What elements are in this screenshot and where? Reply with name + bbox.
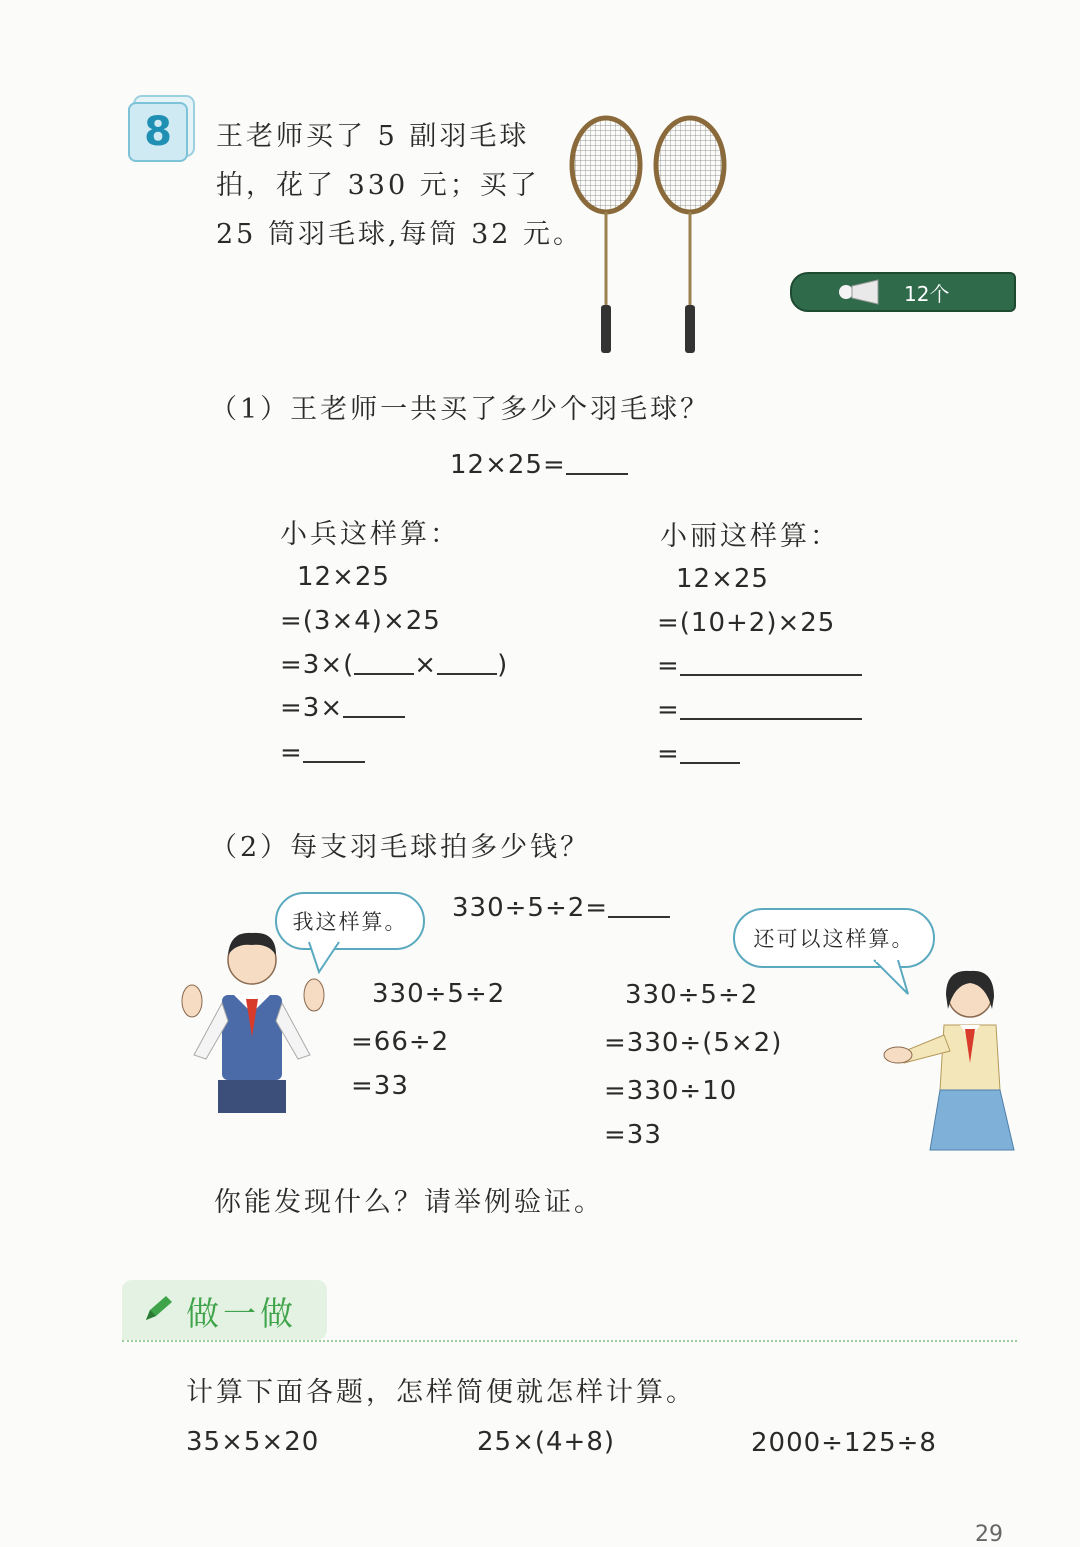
right-calc-line-1: 330÷5÷2 xyxy=(625,980,759,1010)
answer-blank[interactable] xyxy=(566,451,628,475)
xiaoli-line-4-text: = xyxy=(657,695,680,725)
girl-illustration xyxy=(880,965,1030,1155)
xiaoli-line-5-text: = xyxy=(657,739,680,769)
part2-question: （2）每支羽毛球拍多少钱？ xyxy=(210,832,591,863)
xiaoli-line-1: 12×25 xyxy=(676,564,769,594)
practice-item-3: 2000÷125÷8 xyxy=(751,1428,937,1458)
xiaobing-line-1: 12×25 xyxy=(297,562,390,592)
problem-number-badge xyxy=(128,102,188,162)
badminton-rackets-illustration xyxy=(560,110,740,370)
racket-icon xyxy=(572,118,640,353)
answer-blank[interactable] xyxy=(680,696,862,720)
xiaoli-line-2: =(10+2)×25 xyxy=(657,608,836,638)
xiaobing-line-5-text: = xyxy=(280,738,303,768)
answer-blank[interactable] xyxy=(437,651,497,675)
xiaoli-line-5 xyxy=(657,739,740,769)
xiaoli-line-3-text: = xyxy=(657,651,680,681)
xiaobing-line-2: =(3×4)×25 xyxy=(280,606,441,636)
part1-equation-text: 12×25= xyxy=(450,450,566,480)
practice-title: 做一做 xyxy=(186,1294,297,1333)
practice-item-1: 35×5×20 xyxy=(186,1427,320,1457)
left-calc-line-2: =66÷2 xyxy=(351,1027,450,1057)
right-calc-line-4: =33 xyxy=(604,1120,662,1150)
xiaobing-title: 小兵这样算： xyxy=(280,519,460,550)
girl-bubble-text: 还可以这样算。 xyxy=(753,927,915,951)
answer-blank[interactable] xyxy=(608,894,670,918)
discover-prompt: 你能发现什么？请举例验证。 xyxy=(214,1187,604,1218)
answer-blank[interactable] xyxy=(680,740,740,764)
boy-bubble-text: 我这样算。 xyxy=(292,910,408,934)
left-calc-line-1: 330÷5÷2 xyxy=(372,979,506,1009)
xiaobing-line-3-mid: × xyxy=(414,650,438,680)
part1-question: （1）王老师一共买了多少个羽毛球？ xyxy=(210,394,711,425)
problem-line-2: 拍，花了 330 元；买了 xyxy=(216,170,540,201)
part2-equation xyxy=(452,893,670,923)
practice-item-2: 25×(4+8) xyxy=(477,1427,616,1457)
practice-divider xyxy=(122,1340,1017,1342)
shuttlecock-tube xyxy=(790,272,1016,312)
right-calc-line-2: =330÷(5×2) xyxy=(604,1028,783,1058)
shuttlecock-icon xyxy=(832,277,892,307)
xiaobing-line-5 xyxy=(280,738,365,768)
tube-label: 12个 xyxy=(904,281,950,306)
xiaobing-line-3-end: ) xyxy=(497,650,509,680)
xiaoli-line-3 xyxy=(657,651,862,681)
xiaobing-line-4-text: =3× xyxy=(280,693,344,723)
problem-number: 8 xyxy=(144,109,172,155)
xiaobing-line-3 xyxy=(280,650,508,680)
pencil-icon xyxy=(140,1294,176,1326)
problem-line-1: 王老师买了 5 副羽毛球 xyxy=(216,121,530,152)
answer-blank[interactable] xyxy=(680,652,862,676)
problem-statement xyxy=(216,112,583,259)
answer-blank[interactable] xyxy=(303,739,365,763)
answer-blank[interactable] xyxy=(343,694,405,718)
boy-illustration xyxy=(172,925,332,1115)
practice-instruction: 计算下面各题，怎样简便就怎样计算。 xyxy=(186,1377,696,1408)
xiaoli-title: 小丽这样算： xyxy=(660,521,840,552)
part2-equation-text: 330÷5÷2= xyxy=(452,893,609,923)
page-number: 29 xyxy=(975,1522,1003,1547)
right-calc-line-3: =330÷10 xyxy=(604,1076,738,1106)
answer-blank[interactable] xyxy=(354,651,414,675)
part1-equation xyxy=(450,450,628,480)
problem-line-3: 25 筒羽毛球,每筒 32 元。 xyxy=(216,219,584,250)
xiaobing-line-4 xyxy=(280,693,405,723)
racket-icon xyxy=(656,118,724,353)
xiaobing-line-3-start: =3×( xyxy=(280,650,355,680)
left-calc-line-3: =33 xyxy=(351,1071,409,1101)
xiaoli-line-4 xyxy=(657,695,862,725)
